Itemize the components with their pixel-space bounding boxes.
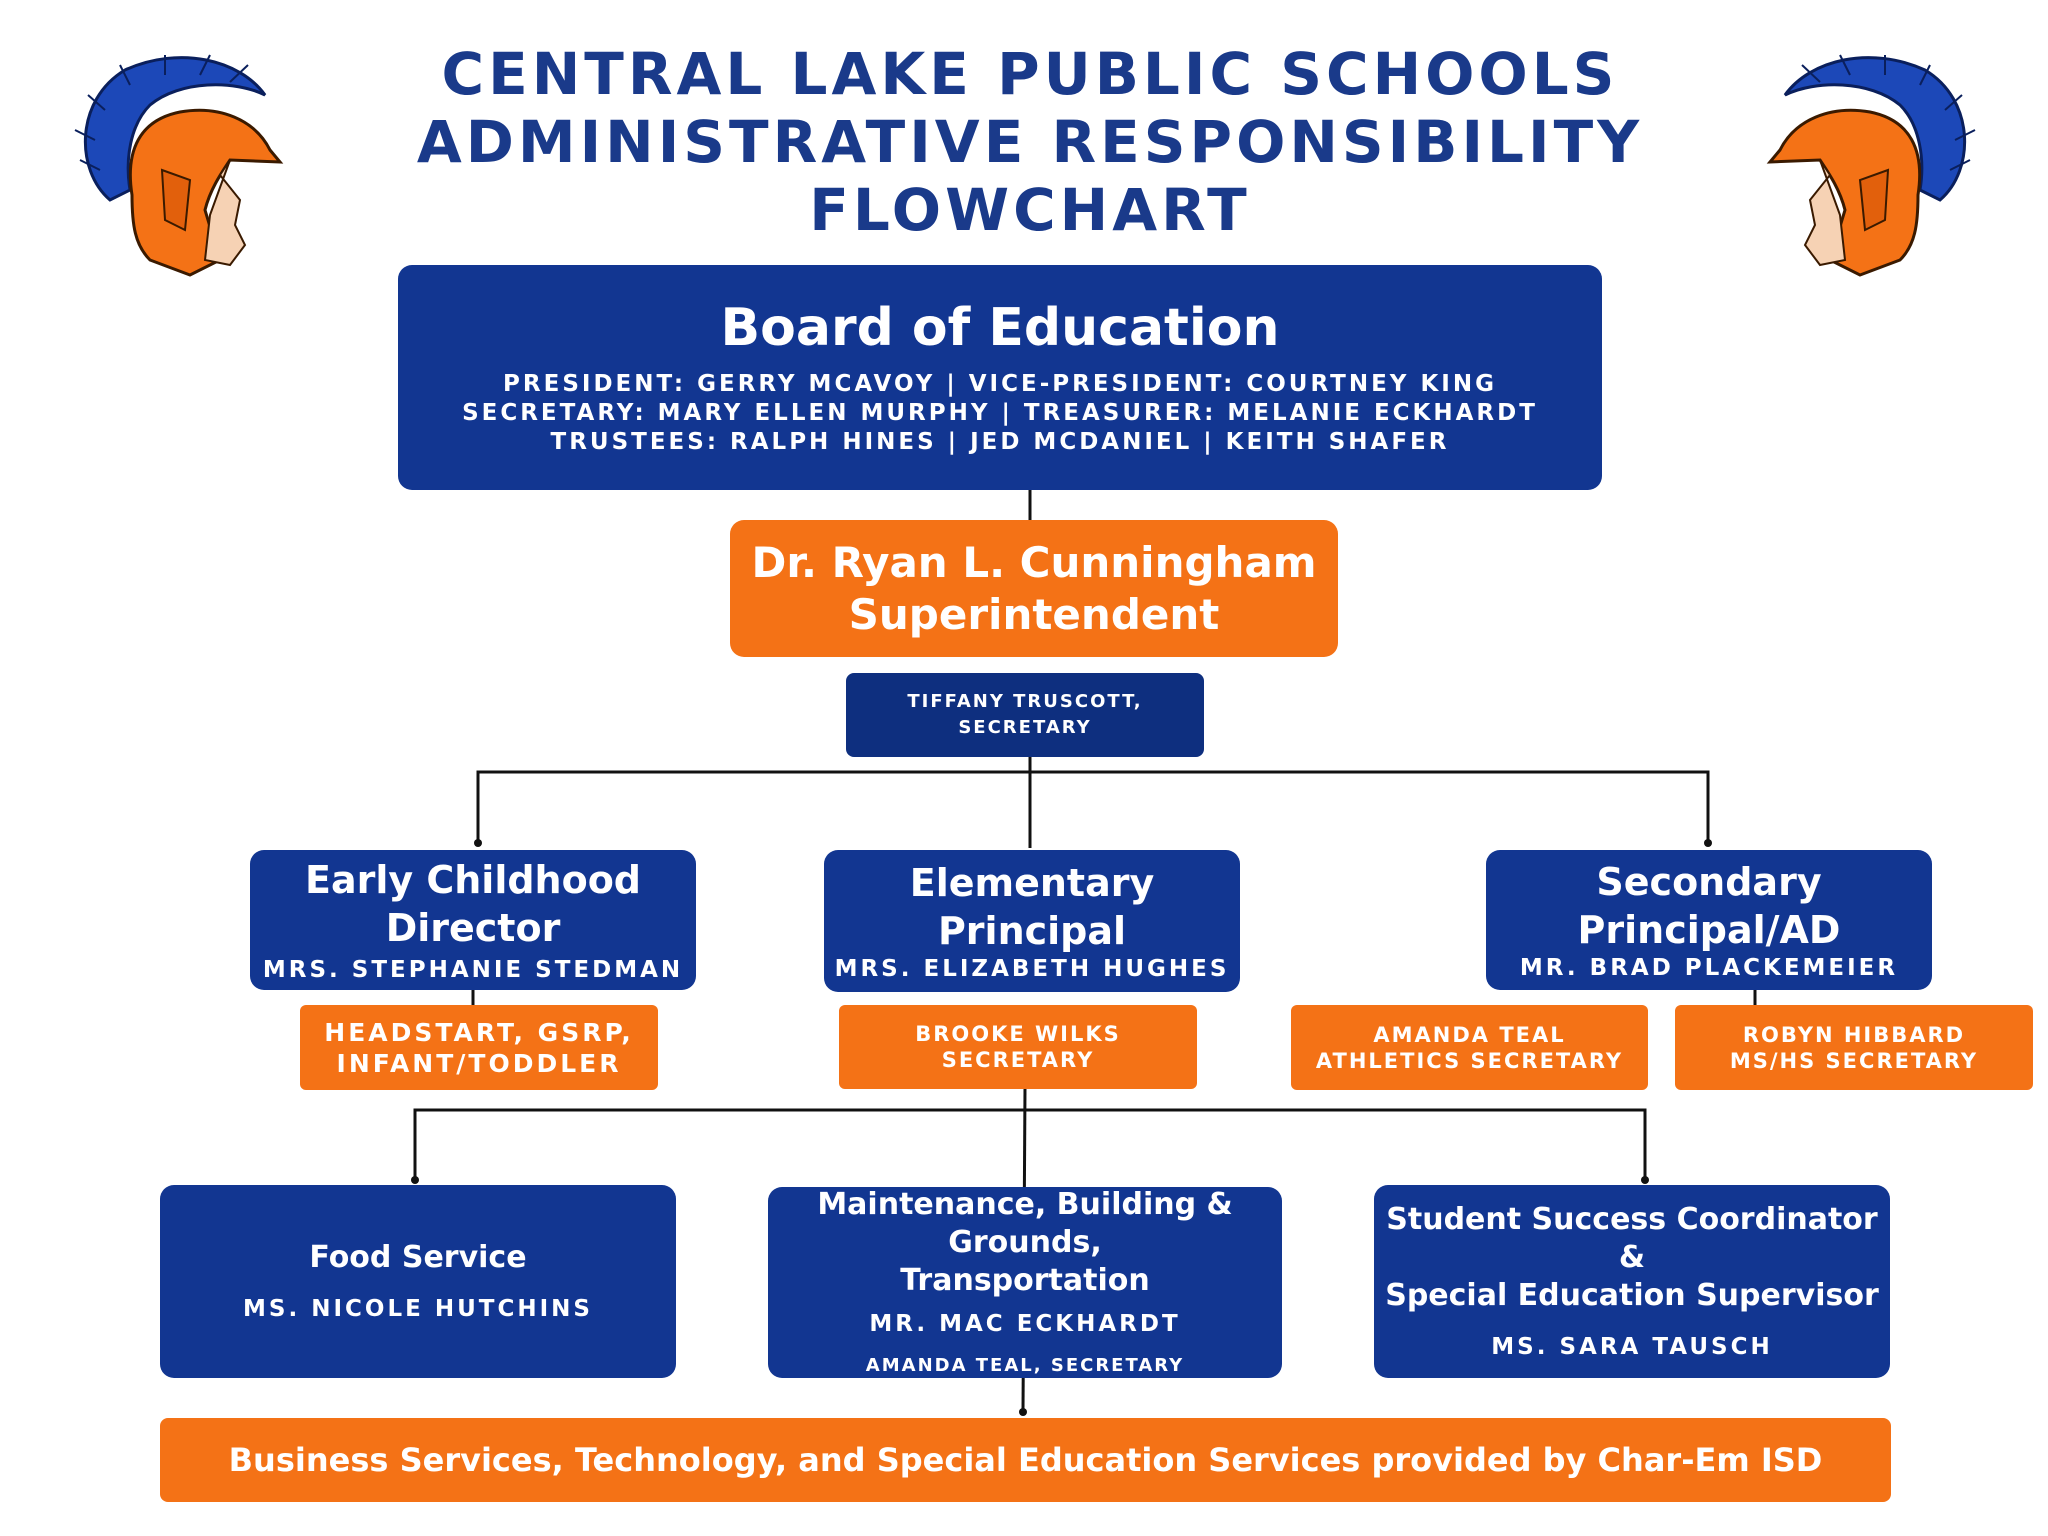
- early-childhood-heading: Early Childhood Director: [304, 857, 642, 950]
- ms-hs-secretary-role: MS/HS SECRETARY: [1729, 1048, 1979, 1073]
- title-line-3: FLOWCHART: [809, 176, 1251, 244]
- elementary-secretary-name: BROOKE WILKS: [915, 1022, 1121, 1046]
- athletics-secretary-name: AMANDA TEAL: [1373, 1022, 1566, 1047]
- spartan-helmet-logo-left: [70, 50, 290, 290]
- food-service-person: MS. NICOLE HUTCHINS: [243, 1296, 593, 1322]
- ms-hs-secretary-box: [1675, 1005, 2033, 1090]
- elementary-secretary-box: [839, 1005, 1197, 1089]
- title-line-1: CENTRAL LAKE PUBLIC SCHOOLS: [441, 40, 1619, 108]
- athletics-secretary-box: [1291, 1005, 1648, 1090]
- secondary-person: MR. BRAD PLACKEMEIER: [1519, 954, 1899, 981]
- board-trustees-line: TRUSTEES: RALPH HINES | JED MCDANIEL | KEITH SHAFER: [550, 429, 1450, 455]
- elementary-person: MRS. ELIZABETH HUGHES: [834, 955, 1230, 982]
- food-service-box: [160, 1185, 676, 1378]
- superintendent-box: [730, 520, 1338, 657]
- athletics-secretary-role: ATHLETICS SECRETARY: [1315, 1048, 1624, 1073]
- maintenance-heading-line-1: Maintenance, Building & Grounds,: [817, 1187, 1233, 1260]
- elementary-secretary-role: SECRETARY: [941, 1048, 1095, 1072]
- secondary-heading: Secondary Principal/AD: [1577, 859, 1841, 952]
- elementary-heading: Elementary Principal: [909, 860, 1155, 953]
- student-success-box: [1374, 1185, 1890, 1378]
- early-childhood-programs-line-2: INFANT/TODDLER: [336, 1048, 622, 1078]
- footer-text: Business Services, Technology, and Special Education Services provided by Char-Em ISD: [228, 1441, 1823, 1479]
- secondary-principal-box: [1486, 850, 1932, 990]
- maintenance-secretary: AMANDA TEAL, SECRETARY: [865, 1355, 1185, 1376]
- superintendent-secretary-box: [846, 673, 1204, 757]
- early-childhood-director-box: [250, 850, 696, 990]
- maintenance-heading-line-2: Transportation: [900, 1263, 1150, 1298]
- superintendent-title: Superintendent: [848, 589, 1220, 639]
- student-success-heading-line-2: Special Education Supervisor: [1385, 1278, 1879, 1313]
- board-heading: Board of Education: [720, 298, 1280, 358]
- ms-hs-secretary-name: ROBYN HIBBARD: [1742, 1022, 1966, 1047]
- superintendent-secretary-name: TIFFANY TRUSCOTT,: [907, 691, 1143, 712]
- board-of-education-box: [398, 265, 1602, 490]
- board-officers-line-1: PRESIDENT: GERRY MCAVOY | VICE-PRESIDENT: COURTNEY KING: [503, 371, 1497, 397]
- page-title: [380, 40, 1680, 244]
- early-childhood-programs-line-1: HEADSTART, GSRP,: [324, 1017, 634, 1047]
- early-childhood-person: MRS. STEPHANIE STEDMAN: [262, 956, 684, 983]
- footer-banner: [160, 1418, 1891, 1502]
- board-officers-line-2: SECRETARY: MARY ELLEN MURPHY | TREASURER: MELANIE ECKHARDT: [462, 400, 1538, 426]
- early-childhood-programs-box: [300, 1005, 658, 1090]
- student-success-person: MS. SARA TAUSCH: [1491, 1334, 1773, 1360]
- superintendent-secretary-role: SECRETARY: [958, 717, 1092, 738]
- maintenance-person: MR. MAC ECKHARDT: [869, 1311, 1181, 1337]
- superintendent-name: Dr. Ryan L. Cunningham: [751, 537, 1317, 587]
- maintenance-box: [768, 1187, 1282, 1378]
- food-service-heading: Food Service: [309, 1240, 527, 1275]
- title-line-2: ADMINISTRATIVE RESPONSIBILITY: [416, 108, 1644, 176]
- spartan-helmet-logo-right: [1760, 50, 1980, 290]
- student-success-heading-line-1: Student Success Coordinator &: [1386, 1202, 1878, 1275]
- elementary-principal-box: [824, 850, 1240, 992]
